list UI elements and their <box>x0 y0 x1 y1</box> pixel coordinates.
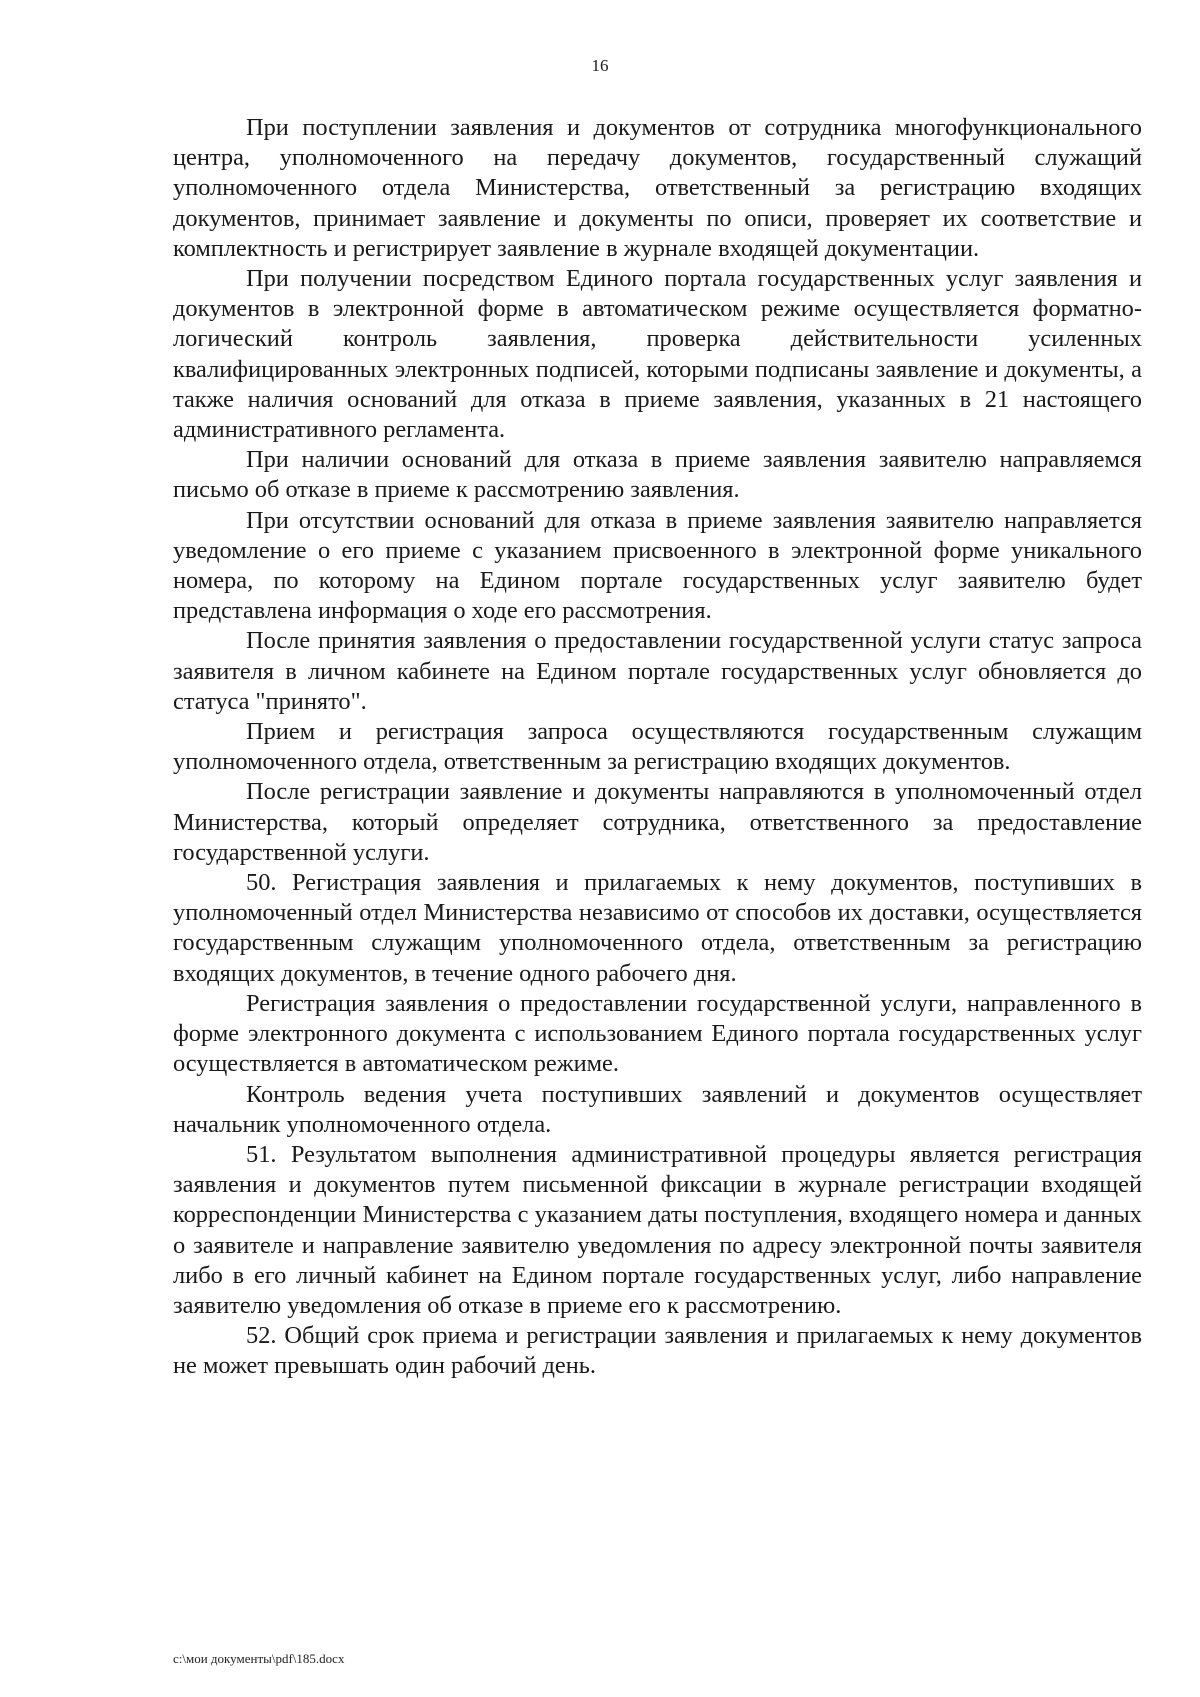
paragraph-mfc-intake: При поступлении заявления и документов от сотрудника многофункционального центра, уполномоченного на передачу документов, государственный служащий уполномоченного отдела Министерства, ответственный за регистрацию входящих документов, принимает заявление и документы по описи, проверяет их соответствие и комплектность и регистрирует заявление в журнале входящей документации. <box>173 114 1142 262</box>
paragraph-item-50: 50. Регистрация заявления и прилагаемых к нему документов, поступивших в уполномоченный отдел Министерства независимо от способов их доставки, осуществляется государственным служащим уполномоченного отдела, ответственным за регистрацию входящих документов, в течение одного рабочего дня. <box>173 869 1142 987</box>
paragraph-acceptance-notice: При отсутствии оснований для отказа в приеме заявления заявителю направляется уведомление о его приеме с указанием присвоенного в электронной форме уникального номера, по которому на Едином портале государственных услуг заявителю будет представлена информация о ходе его рассмотрения. <box>173 506 1142 625</box>
paragraph-registration: Прием и регистрация запроса осуществляются государственным служащим уполномоченного отдела, ответственным за регистрацию входящих документов. <box>173 718 1142 776</box>
document-body <box>173 113 1142 1382</box>
paragraph-status-update: После принятия заявления о предоставлении государственной услуги статус запроса заявителя в личном кабинете на Едином портале государственных услуг обновляется до статуса "принято". <box>173 627 1142 715</box>
page-number: 16 <box>591 56 609 75</box>
paragraph-refusal-grounds: При наличии оснований для отказа в приеме заявления заявителю направляемся письмо об отказе в приеме к рассмотрению заявления. <box>173 446 1142 504</box>
paragraph-electronic-registration: Регистрация заявления о предоставлении государственной услуги, направленного в форме электронного документа с использованием Единого портала государственных услуг осуществляется в автоматическом режиме. <box>173 989 1142 1078</box>
paragraph-forwarding: После регистрации заявление и документы направляются в уполномоченный отдел Министерства, который определяет сотрудника, ответственного за предоставление государственной услуги. <box>173 778 1142 866</box>
paragraph-control: Контроль ведения учета поступивших заявлений и документов осуществляет начальник уполномоченного отдела. <box>173 1080 1142 1138</box>
paragraph-item-52: 52. Общий срок приема и регистрации заявления и прилагаемых к нему документов не может превышать один рабочий день. <box>173 1322 1142 1380</box>
paragraph-epgu-intake: При получении посредством Единого портала государственных услуг заявления и документов в электронной форме в автоматическом режиме осуществляется форматно-логический контроль заявления, проверка действительности усиленных квалифицированных электронных подписей, которыми подписаны заявление и документы, а также наличия оснований для отказа в приеме заявления, указанных в 21 настоящего административного регламента. <box>173 265 1142 444</box>
paragraph-item-51: 51. Результатом выполнения административной процедуры является регистрация заявления и документов путем письменной фиксации в журнале регистрации входящей корреспонденции Министерства с указанием даты поступления, входящего номера и данных о заявителе и направление заявителю уведомления по адресу электронной почты заявителя либо в его личный кабинет на Едином портале государственных услуг, либо направление заявителю уведомления об отказе в приеме его к рассмотрению. <box>173 1140 1142 1319</box>
footer-file-path: c:\мои документы\pdf\185.docx <box>173 1651 345 1666</box>
